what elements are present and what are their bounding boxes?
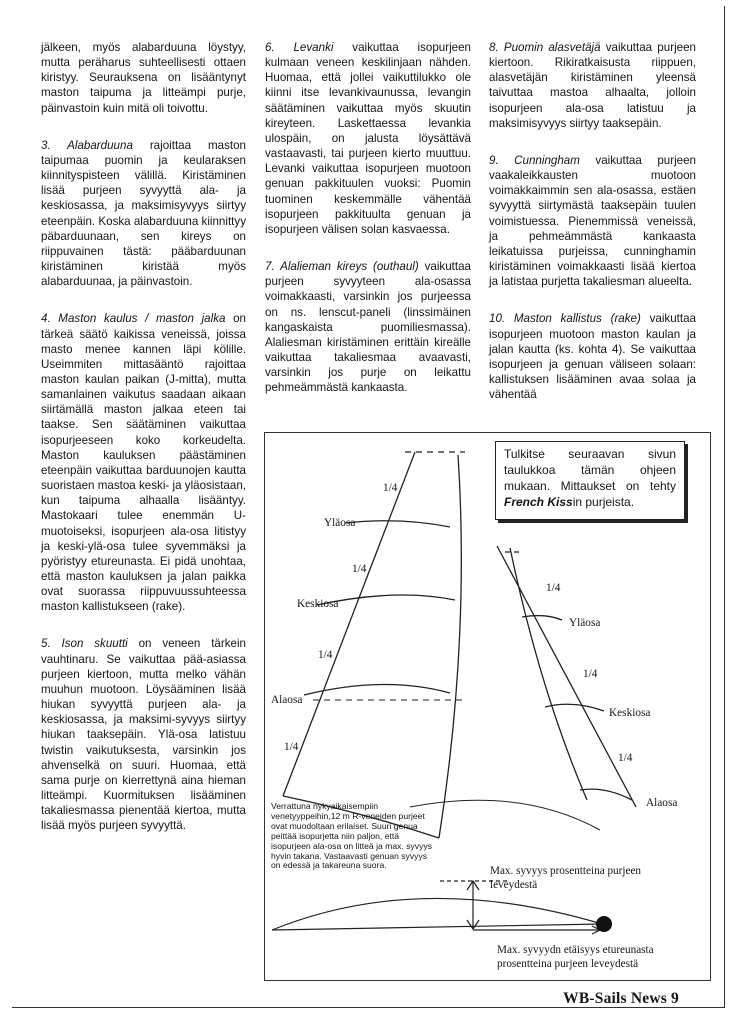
genoa-label-low: Alaosa: [646, 797, 678, 809]
genoa-label-mid: Keskiosa: [609, 707, 651, 719]
text-column-3: [489, 40, 696, 424]
paragraph-heading: 4. Maston kaulus / maston jalka: [41, 312, 226, 326]
page-footer: WB-Sails News 9: [563, 990, 679, 1007]
paragraph-heading: 5. Ison skuutti: [41, 637, 128, 651]
quarter-label: 1/4: [618, 752, 633, 764]
note-suffix: in purjeista.: [572, 495, 635, 509]
paragraph-text: vaikuttaa isopurjeen muotoon maston kaulan ja jalan kautta (ks. kohta 4). Se vaikuttaa isopurjeen ja genuan väliseen solaan: kallistuksen lisääminen avaa solaa ja vähentää: [489, 312, 696, 402]
text-column-1: [41, 40, 246, 856]
paragraph: [41, 311, 246, 614]
paragraph: [489, 153, 696, 289]
paragraph: [265, 40, 471, 237]
paragraph-text: vaikuttaa purjeen kiertoon. Rikiratkaisusta riippuen, alasvetäjän kiristäminen yleensä taivuttaa mastoa alhaalta, jolloin isopurjeen ala-osa latistuu ja maksimisyvyys siirtyy taaksepäin.: [489, 41, 696, 130]
paragraph: [41, 138, 246, 290]
paragraph-text: vaikuttaa isopurjeen kulmaan veneen keskilinjaan nähden. Huomaa, että jollei vaikuttilukko ole kiinni itse levankivaunussa, levangin säätäminen vaikuttaa myös skuutin kireyteen. Laskettaessa levankia ulospäin, on jalusta löysättävä vastaavasti, tai purjeen kierto muuttuu. Levanki vaikuttaa isopurjeen muotoon genuan pakkituulen vuoksi: Puomin tuominen keskemmälle vähentää isopurjeen pakkituulta genuan ja isopurjeen välisen solan kasvaessa.: [265, 41, 471, 236]
mainsail-label-mid: Keskiosa: [297, 598, 339, 610]
paragraph: [41, 636, 246, 833]
boat-name: French Kiss: [504, 495, 573, 509]
quarter-label: 1/4: [383, 482, 398, 494]
paragraph: [489, 311, 696, 402]
quarter-label: 1/4: [546, 582, 561, 594]
genoa-label-top: Yläosa: [569, 617, 601, 629]
note-text: Tulkitse seuraavan sivun taulukkoa tämän ohjeen mukaan. Mittaukset on tehty: [504, 447, 676, 493]
quarter-label: 1/4: [284, 741, 299, 753]
paragraph-heading: 9. Cunningham: [489, 153, 580, 167]
paragraph-text: jälkeen, myös alabarduuna löystyy, mutta peräharus suhteellisesti ottaen kiristyy. Seurauksena on lisääntynyt maston taipuma ja litteämpi purje, päinvastoin kuin mitä oli toivottu.: [41, 41, 246, 115]
max-depth-label: Max. syvyys prosentteina purjeen leveydestä: [490, 865, 641, 891]
paragraph-heading: 7. Alalieman kireys (outhaul): [265, 260, 419, 274]
paragraph-heading: 3. Alabarduuna: [41, 138, 133, 152]
diagram-caption: Verrattuna nykyaikaisempiin venetyyppeihin,12 m R-veneiden purjeet ovat muodoltaan erilaiset. Suuri genua peittää isopurjetta niin paljon, että isopurjeen ala-osa on litteä ja max. syvyys hyvin takana. Vastaavasti genuan syvyys on edessä ja takareuna suora.: [271, 801, 432, 871]
paragraph: [489, 40, 696, 131]
quarter-label: 1/4: [318, 649, 333, 661]
text-column-2: [265, 40, 471, 417]
paragraph-text: vaikuttaa purjeen vaakaleikkausten muotoon voimakkaimmin sen ala-osassa, estäen syvyyttä siirtymästä taaksepäin tuulen voimistuessa. Pienemmissä veneissä, ja pehmeämmästä kankaasta leikatuissa purjeissa, cunninghamin kiristäminen voimakkaasti lisää kiertoa ja latistaa purjetta takaliesman alueelta.: [489, 153, 696, 289]
mainsail-label-top: Yläosa: [324, 517, 356, 529]
quarter-label: 1/4: [583, 668, 598, 680]
paragraph: [41, 40, 246, 116]
paragraph-text: vaikuttaa purjeen syvyyteen ala-osassa voimakkaasti, varsinkin jos purjeessa on ns. lenscut-paneli (linssimäinen kangaskaista puomiliesmassa). Alaliesman kiristäminen erittäin kireälle vaikuttaa takaliesmaa avaavasti, varsinkin jos purje on leikattu pehmeämmästä kankaasta.: [265, 260, 471, 395]
max-depth-position-label: Max. syvyydn etäisyys etureunasta prosentteina purjeen leveydestä: [497, 944, 654, 970]
paragraph-heading: 6. Levanki: [265, 41, 334, 54]
mainsail-label-low: Alaosa: [271, 694, 303, 706]
paragraph-text: rajoittaa maston taipumaa puomin ja keularaksen kiinnityspisteen välillä. Kiristäminen lisää purjeen syvyyttä ala- ja keskiosassa, ja maksimisyvyys siirtyy eteenpäin. Koska alabarduuna kiinnittyy päbarduunaan, sen kireys on riippuvainen tästä: pääbarduunan kiristäminen kiristää myös alabarduunaa, ja päinvastoin.: [41, 138, 246, 289]
paragraph: [265, 259, 471, 395]
paragraph-text: on tärkeä säätö kaikissa veneissä, joissa masto menee kannen läpi kölille. Useimmiten mittasääntö rajoittaa maston kaulan paikan (J-mitta), mutta samanlainen vaikutus saadaan aikaan siirtämällä maston jalkaa eteen tai taakse. Sen säätäminen vaikuttaa isopurjeeseen koko korkeudelta. Maston kauluksen päästäminen eteenpäin vaikuttaa barduunojen kautta suoristaen mastoa keski- ja yläosistaan, kun taipuma alhaalla lisääntyy. Mastokaari tulee enemmän U-muotoiseksi, isopurjeen ala-osa litistyy ja keski-ylä-osa tulee syvemmäksi ja pyöristyy etureunasta. Ei pidä unohtaa, että maston kauluksen ja jalan paikka ovat suorassa riippuvuussuhteessa maston kallistukseen (rake).: [41, 312, 246, 614]
quarter-label: 1/4: [352, 563, 367, 575]
paragraph-heading: 8. Puomin alasvetäjä: [489, 41, 601, 54]
paragraph-text: on veneen tärkein vauhtinaru. Se vaikuttaa pää-asiassa purjeen kiertoon, mutta melko vähän muuhun muotoon. Löysääminen lisää hiukan syvyyttä purjeen ala- ja keskiosassa, ja maksimi-syvyys siirtyy hiukan taaksepäin. Ylä-osa latistuu twistin vaikutuksesta, varsinkin jos ahvenselkä on suuri. Huomaa, että sama purje on kierrettynä aina hieman litteämpi. Kuormituksen lisääminen takaliesmassa pienentää kiertoa, mutta lisää myös purjeen syvyyttä.: [41, 637, 246, 833]
paragraph-heading: 10. Maston kallistus (rake): [489, 312, 641, 326]
instruction-note: [495, 441, 685, 520]
